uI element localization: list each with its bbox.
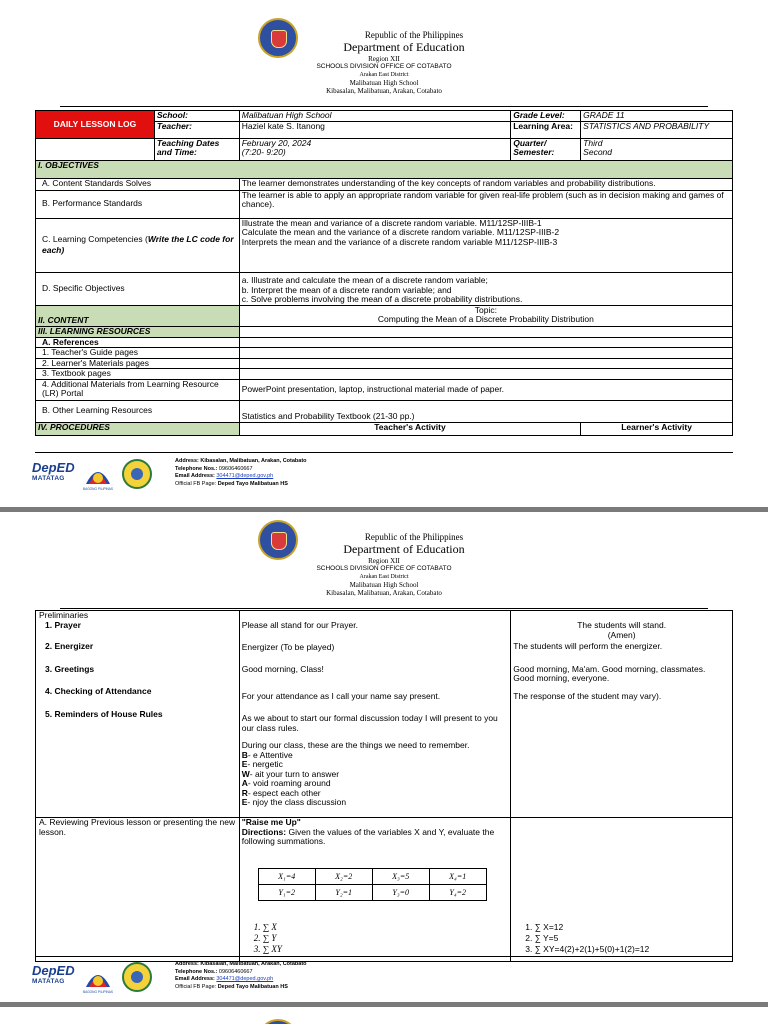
answer-3: 3. ∑ XY=4(2)+2(1)+5(0)+1(2)=12: [525, 944, 650, 954]
fb-value: Deped Tayo Malibatuan HS: [217, 983, 288, 990]
content-standards-label: A. Content Standards Solves: [36, 178, 240, 190]
teachers-activity-heading: Teacher's Activity: [239, 422, 580, 435]
bagong-pilipinas-text: BAGONG PILIPINAS: [82, 487, 114, 491]
rule-e2: [242, 798, 509, 808]
footer: [0, 456, 768, 496]
performance-standards-label: B. Performance Standards: [36, 190, 240, 218]
telephone-value: 09606460667: [218, 465, 253, 472]
prelim-item-attendance: 4. Checking of Attendance: [45, 686, 152, 696]
specific-objectives-label: D. Specific Objectives: [36, 272, 240, 305]
header-address: Kibasalan, Malibatuan, Arakan, Cotabato: [326, 87, 442, 95]
directions-text: Given the values of the variables X and Y, evaluate the following summations.: [241, 826, 495, 846]
quarter-semester-value: [581, 138, 733, 160]
email-label: Email Address:: [175, 473, 215, 479]
summation-answers: [525, 922, 649, 955]
prelim-item-energizer: 2. Energizer: [45, 641, 94, 651]
deped-logo-text: DepED: [32, 963, 75, 978]
y3-cell: Y₃=0: [372, 885, 429, 901]
preliminaries-heading: Preliminaries: [39, 610, 89, 620]
review-teacher-cell: [239, 818, 511, 962]
header-rule: [60, 608, 708, 609]
dll-title: DAILY LESSON LOG: [36, 111, 155, 139]
footer-email: [175, 976, 307, 984]
email-label: Email Address:: [175, 976, 215, 982]
competency-3: Interprets the mean and the variance of a discrete random variable M11/12SP-IIIB-3: [241, 236, 558, 247]
letterhead: [0, 30, 768, 95]
address-label: Address:: [175, 961, 199, 967]
rules-intro: During our class, these are the things we need to remember.: [241, 740, 470, 750]
additional-materials-label: 4. Additional Materials from Learning Resource (LR) Portal: [36, 379, 240, 400]
x3-cell: X₃=5: [372, 869, 429, 885]
blank-cell: [239, 348, 732, 359]
values-table: [258, 868, 487, 901]
teacher-greetings: Good morning, Class!: [241, 664, 324, 674]
grade-label: Grade Level:: [511, 111, 581, 122]
rule-e-letter: E: [241, 759, 248, 769]
specific-objectives-text: [239, 272, 732, 305]
deped-logo-icon: [32, 460, 74, 490]
learner-prayer-2: (Amen): [607, 629, 636, 640]
email-link[interactable]: 304471@deped.gov.ph: [216, 473, 274, 479]
header-republic: Republic of the Philippines: [364, 30, 464, 40]
footer-fb: [175, 984, 307, 992]
address-label: Address:: [175, 458, 199, 464]
objective-b: b. Interpret the mean of a discrete random variable; and: [241, 284, 452, 295]
answer-2: 2. ∑ Y=5: [525, 933, 559, 943]
deped-seal-icon: [258, 1019, 298, 1024]
fb-label: Official FB Page:: [175, 480, 217, 487]
prelim-item-house-rules: 5. Reminders of House Rules: [45, 708, 163, 719]
learner-greetings-1: Good morning, Ma'am. Good morning, classmates.: [513, 663, 706, 674]
telephone-value: 09606460667: [218, 968, 253, 975]
answer-1: 1. ∑ X=12: [525, 922, 564, 932]
rule-w-text: - ait your turn to answer: [249, 768, 340, 779]
procedures-heading: IV. PROCEDURES: [36, 422, 240, 435]
header-district: Arakan East District: [359, 72, 409, 78]
bagong-pilipinas-logo-icon: [80, 961, 116, 995]
textbook-pages-label: 3. Textbook pages: [36, 369, 240, 380]
rule-b-letter: B: [241, 749, 248, 760]
additional-materials-text: PowerPoint presentation, laptop, instructional material made of paper.: [239, 379, 732, 400]
area-value: STATISTICS AND PROBABILITY: [581, 121, 733, 138]
preliminaries-cell: [36, 611, 240, 818]
procedures-table: [35, 610, 733, 962]
teacher-attendance: For your attendance as I call your name say present.: [241, 690, 441, 701]
teacher-prayer: Please all stand for our Prayer.: [241, 620, 358, 630]
area-label: Learning Area:: [511, 121, 581, 138]
question-2: 2. ∑ Y: [253, 933, 277, 943]
blank-cell: [36, 138, 155, 160]
school-value: Malibatuan High School: [239, 111, 511, 122]
deped-logo-text: DepED: [32, 460, 75, 475]
rule-w-letter: W: [241, 768, 250, 779]
footer-rule: [35, 956, 733, 957]
review-directions: [242, 828, 509, 847]
dates-label: Teaching Dates and Time:: [154, 138, 239, 160]
page-1: [0, 0, 768, 507]
objectives-heading: I. OBJECTIVES: [36, 160, 733, 178]
time-value: (7:20- 9:20): [241, 147, 286, 157]
rule-r-text: - espect each other: [247, 787, 321, 798]
competencies-label-a: C. Learning Competencies (: [42, 234, 148, 244]
competency-2: Calculate the mean and the variance of a discrete random variable. M11/12SP-IIIB-2: [241, 227, 560, 237]
x4-cell: X₄=1: [429, 869, 486, 885]
footer: [0, 959, 768, 999]
header-address: Kibasalan, Malibatuan, Arakan, Cotabato: [326, 589, 442, 597]
review-label: A. Reviewing Previous lesson or presenting the new lesson.: [36, 818, 240, 962]
other-resources-text: Statistics and Probability Textbook (21-30 pp.): [239, 400, 732, 422]
learner-activity-cell: [511, 611, 733, 818]
teacher-label: Teacher:: [154, 121, 239, 138]
performance-standards-text: The learner is able to apply an appropriate random variable for given real-life problem (such as in decision making and games of chance).: [239, 190, 732, 218]
dll-table: [35, 110, 733, 436]
y2-cell: Y₂=1: [315, 885, 372, 901]
school-label: School:: [154, 111, 239, 122]
topic-label: Topic:: [474, 304, 497, 315]
content-heading: II. CONTENT: [36, 305, 240, 326]
letterhead: [0, 532, 768, 597]
review-title: "Raise me Up": [241, 817, 301, 827]
header-republic: Republic of the Philippines: [364, 532, 464, 542]
content-standards-text: The learner demonstrates understanding of the key concepts of random variables and probability distributions.: [239, 178, 732, 190]
school-logo-icon: [122, 459, 152, 489]
header-region: Region XII: [368, 557, 400, 565]
semester-value: Second: [583, 147, 613, 157]
footer-fb: [175, 481, 307, 489]
header-rule: [60, 106, 708, 107]
review-learner-cell: [511, 818, 733, 962]
objective-c: c. Solve problems involving the mean of a discrete probability distributions.: [241, 294, 523, 304]
prelim-item-prayer: 1. Prayer: [45, 619, 81, 630]
question-3: 3. ∑ XY: [253, 944, 282, 954]
y1-cell: Y₁=2: [258, 885, 315, 901]
telephone-label: Telephone Nos.:: [175, 968, 218, 975]
fb-label: Official FB Page:: [175, 983, 217, 990]
deped-logo-icon: [32, 963, 74, 993]
semester-label: Semester:: [513, 147, 555, 157]
blank-cell: [239, 337, 732, 348]
bagong-pilipinas-logo-icon: [80, 458, 116, 492]
competencies-label-b: Write the LC code for each): [42, 234, 234, 255]
header-school: Malibatuan High School: [349, 581, 419, 589]
footer-email: [175, 473, 307, 481]
date-time-value: [239, 138, 511, 160]
footer-address: [175, 458, 307, 466]
header-district: Arakan East District: [359, 574, 409, 580]
header-department: Department of Education: [343, 542, 465, 556]
page-3: [0, 1007, 768, 1024]
rule-b-text: - e Attentive: [247, 749, 293, 760]
teachers-guide-label: 1. Teacher's Guide pages: [36, 348, 240, 359]
learner-prayer-1: The students will stand.: [577, 620, 667, 630]
directions-label: Directions:: [241, 826, 287, 837]
school-logo-icon: [122, 962, 152, 992]
fb-value: Deped Tayo Malibatuan HS: [217, 480, 288, 487]
x2-cell: X₂=2: [315, 869, 372, 885]
rule-a-letter: A: [241, 778, 248, 788]
footer-contact: [175, 458, 307, 488]
learners-materials-label: 2. Learner's Materials pages: [36, 358, 240, 369]
rule-e-text: - nergetic: [247, 759, 283, 769]
y4-cell: Y₄=2: [429, 885, 486, 901]
matatag-logo-text: MATATAG: [32, 475, 65, 482]
grade-value: GRADE 11: [581, 111, 733, 122]
blank-cell: [239, 358, 732, 369]
prelim-item-greetings: 3. Greetings: [45, 663, 95, 674]
teacher-energizer: Energizer (To be played): [241, 641, 335, 652]
header-school: Malibatuan High School: [349, 79, 419, 87]
summation-questions: [254, 922, 282, 955]
competencies-text: [239, 218, 732, 272]
teacher-house-rules: As we about to start our formal discussion today I will present to you our class rules.: [241, 713, 498, 733]
quarter-label: Quarter/: [513, 137, 547, 148]
resources-heading: III. LEARNING RESOURCES: [36, 326, 240, 337]
teacher-value: Haziel kate S. Itanong: [239, 121, 511, 138]
header-sdo: SCHOOLS DIVISION OFFICE OF COTABATO: [316, 63, 452, 70]
learners-activity-heading: Learner's Activity: [581, 422, 733, 435]
footer-telephone: [175, 466, 307, 474]
teacher-activity-cell: [239, 611, 511, 818]
email-link[interactable]: 304471@deped.gov.ph: [216, 976, 274, 982]
telephone-label: Telephone Nos.:: [175, 465, 218, 472]
competency-1: Illustrate the mean and variance of a discrete random variable. M11/12SP-IIIB-1: [241, 217, 542, 228]
rule-e2-text: - njoy the class discussion: [247, 797, 347, 807]
footer-telephone: [175, 969, 307, 977]
x1-cell: X₁=4: [258, 869, 315, 885]
quarter-value: Third: [583, 137, 603, 148]
rule-e2-letter: E: [241, 797, 248, 807]
learner-greetings-2: Good morning, everyone.: [513, 673, 610, 683]
footer-rule: [35, 452, 733, 453]
topic-cell: [239, 305, 732, 326]
other-resources-label: B. Other Learning Resources: [36, 400, 240, 422]
header-region: Region XII: [368, 55, 400, 63]
learner-attendance: The response of the student may vary).: [513, 690, 662, 701]
page-2: [0, 512, 768, 1002]
references-label: A. References: [36, 337, 240, 348]
header-department: Department of Education: [343, 40, 465, 54]
topic-text: Computing the Mean of a Discrete Probability Distribution: [377, 314, 594, 324]
header-sdo: SCHOOLS DIVISION OFFICE OF COTABATO: [316, 565, 452, 572]
question-1: 1. ∑ X: [253, 922, 277, 932]
date-value: February 20, 2024: [241, 137, 312, 148]
address-value: Kibasalan, Malibatuan, Arakan, Cotabato: [200, 961, 307, 967]
footer-contact: [175, 961, 307, 991]
objective-a: a. Illustrate and calculate the mean of a discrete random variable;: [241, 275, 488, 285]
matatag-logo-text: MATATAG: [32, 978, 65, 985]
footer-address: [175, 961, 307, 969]
learner-energizer: The students will perform the energizer.: [513, 641, 663, 651]
rule-r-letter: R: [241, 787, 248, 798]
quarter-semester-label: [511, 138, 581, 160]
blank-cell: [239, 369, 732, 380]
rule-a-text: - void roaming around: [247, 778, 331, 788]
bagong-pilipinas-text: BAGONG PILIPINAS: [82, 990, 114, 994]
blank-cell: [239, 326, 732, 337]
competencies-label: [36, 218, 240, 272]
address-value: Kibasalan, Malibatuan, Arakan, Cotabato: [200, 458, 307, 464]
